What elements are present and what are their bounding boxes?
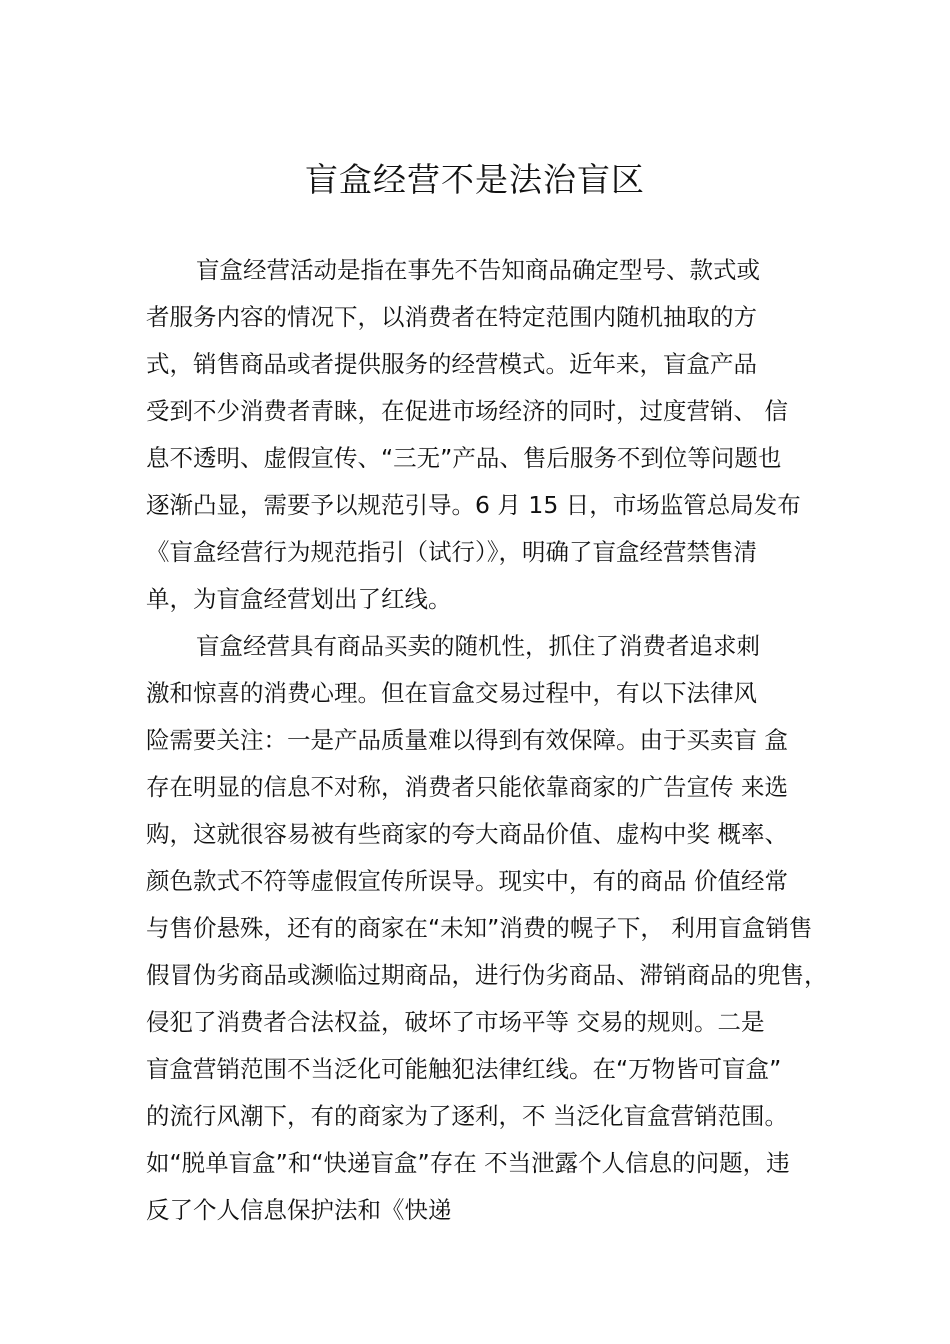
paragraph-1-line: 逐渐凸显，需要予以规范引导。6 月 15 日，市场监管总局发布 xyxy=(146,491,801,519)
paragraph-2-line: 与售价悬殊，还有的商家在“未知”消费的幌子下， 利用盲盒销售 xyxy=(146,914,813,942)
paragraph-2-line: 如“脱单盲盒”和“快递盲盒”存在 不当泄露个人信息的问题，违 xyxy=(146,1149,790,1177)
paragraph-2-line: 盲盒营销范围不当泛化可能触犯法律红线。在“万物皆可盲盒” xyxy=(146,1055,782,1083)
document-body xyxy=(146,247,846,1234)
paragraph-2-line: 激和惊喜的消费心理。但在盲盒交易过程中，有以下法律风 xyxy=(146,679,757,707)
paragraph-2-line: 的流行风潮下，有的商家为了逐利，不 当泛化盲盒营销范围。 xyxy=(146,1102,788,1130)
paragraph-1-line: 受到不少消费者青睐，在促进市场经济的同时，过度营销、 信 xyxy=(146,397,788,425)
paragraph-2-line: 盲盒经营具有商品买卖的随机性，抓住了消费者追求刺 xyxy=(196,632,760,660)
paragraph-1-line: 者服务内容的情况下，以消费者在特定范围内随机抽取的方 xyxy=(146,303,757,331)
paragraph-1-line: 《盲盒经营行为规范指引（试行）》，明确了盲盒经营禁售清 xyxy=(146,538,757,566)
paragraph-1-line: 式，销售商品或者提供服务的经营模式。近年来，盲盒产品 xyxy=(146,350,757,378)
paragraph-1-line: 息不透明、虚假宣传、“三无”产品、售后服务不到位等问题也 xyxy=(146,444,782,472)
paragraph-2-line: 颜色款式不符等虚假宣传所误导。现实中，有的商品 价值经常 xyxy=(146,867,788,895)
paragraph-1-line: 盲盒经营活动是指在事先不告知商品确定型号、款式或 xyxy=(196,256,760,284)
document-title: 盲盒经营不是法治盲区 xyxy=(305,160,645,199)
paragraph-1-line: 单，为盲盒经营划出了红线。 xyxy=(146,585,452,613)
paragraph-2-line: 购，这就很容易被有些商家的夸大商品价值、虚构中奖 概率、 xyxy=(146,820,788,848)
paragraph-2-line: 险需要关注：一是产品质量难以得到有效保障。由于买卖盲 盒 xyxy=(146,726,788,754)
paragraph-2-line: 侵犯了消费者合法权益，破坏了市场平等 交易的规则。二是 xyxy=(146,1008,765,1036)
paragraph-2-line: 反了个人信息保护法和《快递 xyxy=(146,1196,452,1224)
paragraph-2-line: 存在明显的信息不对称，消费者只能依靠商家的广告宣传 来选 xyxy=(146,773,788,801)
paragraph-2-line: 假冒伪劣商品或濒临过期商品，进行伪劣商品、滞销商品的兜售， xyxy=(146,961,828,989)
